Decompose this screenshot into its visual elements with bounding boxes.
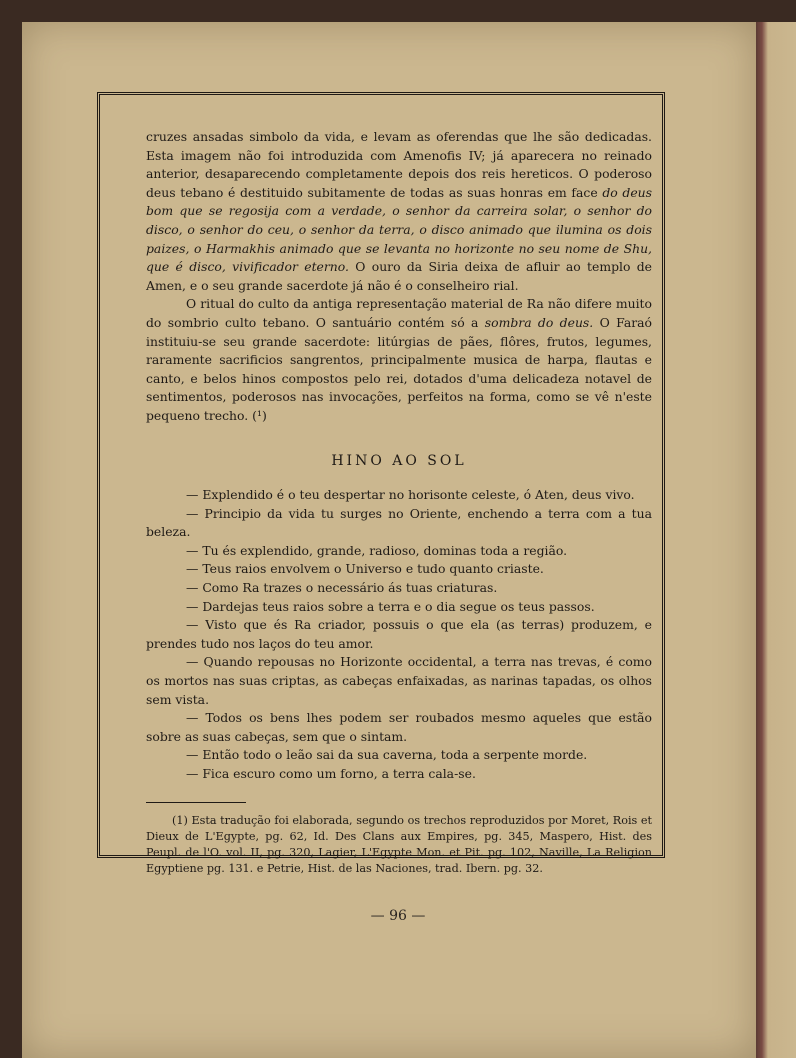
paragraph-1-text-a: cruzes ansadas simbolo da vida, e levam as oferendas que lhe são dedicadas. Esta imagem não foi introduzida com Amenofis IV; já aparecera no reinado anterior, desaparecendo completamente depois dos reis hereticos. O poderoso deus tebano é destituido subitamente de todas as suas honras em face bbox=[146, 129, 652, 200]
paragraph-2-text-a: O ritual do culto da antiga representação material de Ra não difere muito do sombrio culto tebano. O santuário contém só a bbox=[146, 296, 652, 330]
verse-line: — Dardejas teus raios sobre a terra e o dia segue os teus passos. bbox=[186, 598, 595, 614]
verse-line: — Quando repousas no Horizonte occidental, a terra nas trevas, é como os mortos nas suas criptas, as cabeças enfaixadas, as narinas tapadas, os olhos sem vista. bbox=[146, 654, 652, 707]
verse-line: — Tu és explendido, grande, radioso, dominas toda a região. bbox=[186, 542, 568, 558]
hymn-title: HINO AO SOL bbox=[331, 452, 467, 469]
paragraph-2-italic: sombra do deus. bbox=[484, 314, 594, 330]
verse-line: — Explendido é o teu despertar no horisonte celeste, ó Aten, deus vivo. bbox=[186, 487, 635, 503]
paragraph-2 bbox=[146, 295, 652, 425]
paragraph-1-text-c: O ouro da Siria deixa de afluir ao templo de Amen, e o seu grande sacerdote já não é o conselheiro rial. bbox=[146, 259, 652, 293]
verse-line: — Fica escuro como um forno, a terra cala-se. bbox=[186, 766, 476, 781]
paragraph-2-text-c: O Faraó instituiu-se seu grande sacerdote: litúrgias de pães, flôres, frutos, legumes, raramente sacrificios sangrentos, principalmente musica de harpa, flautas e canto, e belos hinos compostos pelo rei, dotados d'uma delicadeza notavel de sentimentos, poderosos nas invocações, perfeitos na forma, como se vê n'este pequeno trecho. (¹) bbox=[146, 314, 652, 423]
verse-line: — Como Ra trazes o necessário ás tuas criaturas. bbox=[186, 580, 498, 596]
paragraph-1 bbox=[146, 128, 652, 295]
page-body bbox=[146, 128, 652, 877]
verse-line: — Principio da vida tu surges no Oriente, enchendo a terra com a tua beleza. bbox=[146, 505, 652, 540]
page-number: — 96 — bbox=[370, 908, 426, 924]
paragraph-1-italic: do deus bom que se regosija com a verdade, o senhor da carreira solar, o senhor do disco, o senhor do ceu, o senhor da terra, o disco animado que ilumina os dois paizes, o Harmakhis animado que se levanta no horizonte no seu nome de Shu, que é disco, vivificador eterno. bbox=[146, 184, 652, 275]
verse-line: — Teus raios envolvem o Universo e tudo quanto criaste. bbox=[186, 561, 544, 577]
footnote-divider bbox=[146, 802, 246, 803]
verse-line: — Todos os bens lhes podem ser roubados mesmo aqueles que estão sobre as suas cabeças, sem que o sintam. bbox=[146, 710, 652, 744]
verse-line: — Visto que és Ra criador, possuis o que ela (as terras) produzem, e prendes tudo nos laços do teu amor. bbox=[146, 617, 652, 651]
footnote: (1) Esta tradução foi elaborada, segundo os trechos reproduzidos por Moret, Rois et Dieux de L'Egypte, pg. 62, Id. Des Clans aux Empires, pg. 345, Maspero, Hist. des Peupl. de l'O. vol. II, pg. 320, Lagier, L'Egypte Mon. et Pit. pg. 102, Naville, La Religion Egyptiene pg. 131. e Petrie, Hist. de las Naciones, trad. Ibern. pg. 32. bbox=[146, 813, 652, 875]
verse-line: — Então todo o leão sai da sua caverna, toda a serpente morde. bbox=[186, 747, 588, 763]
adjacent-page-edge bbox=[756, 22, 796, 1058]
